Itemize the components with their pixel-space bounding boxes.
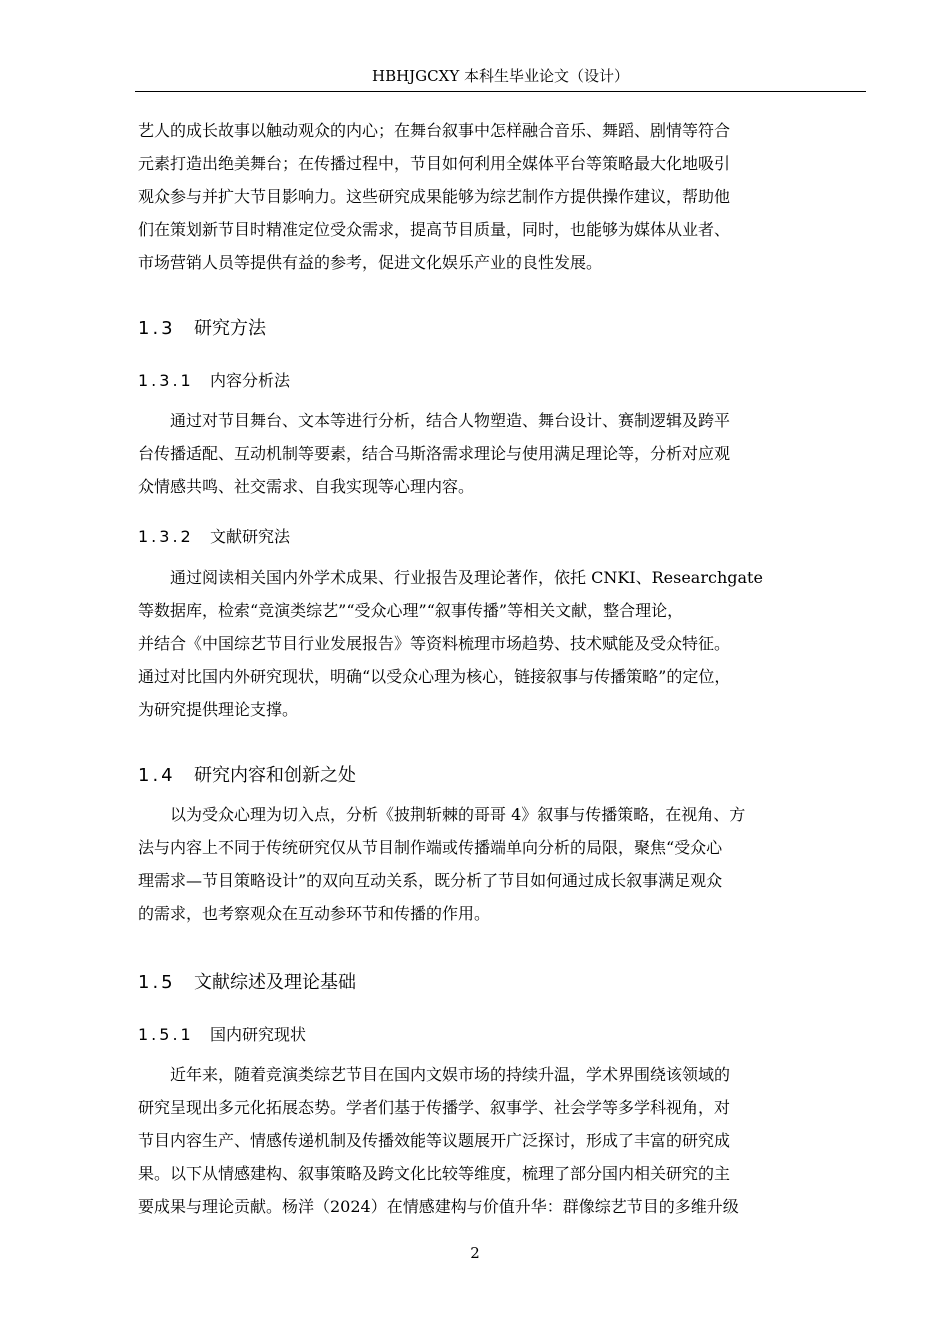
heading-text: 研究内容和创新之处 [194, 765, 356, 786]
text-line: 通过对比国内外研究现状，明确“以受众心理为核心，链接叙事与传播策略”的定位， [138, 667, 731, 686]
text-line: 通过对节目舞台、文本等进行分析，结合人物塑造、舞台设计、赛制逻辑及跨平 [170, 411, 731, 430]
text-line: 要成果与理论贡献。杨洋（2024）在情感建构与价值升华：群像综艺节目的多维升级 [138, 1197, 739, 1216]
heading-text: 文献综述及理论基础 [194, 972, 356, 993]
heading-number: 1.3 [138, 318, 176, 339]
text-line: 等数据库，检索“竞演类综艺”“受众心理”“叙事传播”等相关文献，整合理论， [138, 601, 684, 620]
paragraph-research-content [138, 798, 862, 930]
header-rule [135, 91, 866, 92]
heading-1-3 [138, 317, 266, 341]
heading-number: 1.3.2 [138, 527, 194, 546]
heading-text: 内容分析法 [210, 371, 291, 390]
heading-number: 1.4 [138, 765, 176, 786]
heading-1-4 [138, 764, 356, 788]
text-line: 以为受众心理为切入点，分析《披荆斩棘的哥哥 4》叙事与传播策略，在视角、方 [170, 805, 746, 824]
text-line: 节目内容生产、情感传递机制及传播效能等议题展开广泛探讨，形成了丰富的研究成 [138, 1131, 731, 1150]
heading-text: 国内研究现状 [210, 1025, 307, 1044]
page-header: HBHJGCXY 本科生毕业论文（设计） [371, 67, 629, 85]
text-line: 为研究提供理论支撑。 [138, 700, 299, 719]
heading-number: 1.3.1 [138, 371, 194, 390]
text-line: 并结合《中国综艺节目行业发展报告》等资料梳理市场趋势、技术赋能及受众特征。 [138, 634, 731, 653]
text-line: 近年来，随着竞演类综艺节目在国内文娱市场的持续升温，学术界围绕该领域的 [170, 1065, 731, 1084]
heading-number: 1.5.1 [138, 1025, 194, 1044]
text-line: 研究呈现出多元化拓展态势。学者们基于传播学、叙事学、社会学等多学科视角，对 [138, 1098, 731, 1117]
paragraph-domestic-research [138, 1058, 862, 1223]
text-line: 果。以下从情感建构、叙事策略及跨文化比较等维度，梳理了部分国内相关研究的主 [138, 1164, 731, 1183]
paragraph-continuation [138, 114, 862, 279]
text-line: 市场营销人员等提供有益的参考，促进文化娱乐产业的良性发展。 [138, 253, 603, 272]
text-line: 的需求，也考察观众在互动参环节和传播的作用。 [138, 904, 491, 923]
text-line: 艺人的成长故事以触动观众的内心；在舞台叙事中怎样融合音乐、舞蹈、剧情等符合 [138, 121, 731, 140]
heading-1-3-2 [138, 526, 290, 548]
heading-number: 1.5 [138, 972, 176, 993]
heading-text: 文献研究法 [210, 527, 291, 546]
text-line: 通过阅读相关国内外学术成果、行业报告及理论著作，依托 CNKI、Researchgate [170, 568, 763, 587]
heading-1-5 [138, 971, 356, 995]
paragraph-literature-method [138, 561, 862, 726]
text-line: 台传播适配、互动机制等要素，结合马斯洛需求理论与使用满足理论等，分析对应观 [138, 444, 731, 463]
page-number: 2 [470, 1244, 480, 1262]
text-line: 们在策划新节目时精准定位受众需求，提高节目质量，同时，也能够为媒体从业者、 [138, 220, 731, 239]
text-line: 观众参与并扩大节目影响力。这些研究成果能够为综艺制作方提供操作建议，帮助他 [138, 187, 731, 206]
heading-1-5-1 [138, 1024, 306, 1046]
text-line: 众情感共鸣、社交需求、自我实现等心理内容。 [138, 477, 475, 496]
heading-text: 研究方法 [194, 318, 266, 339]
heading-1-3-1 [138, 370, 290, 392]
text-line: 理需求—节目策略设计”的双向互动关系，既分析了节目如何通过成长叙事满足观众 [138, 871, 723, 890]
text-line: 法与内容上不同于传统研究仅从节目制作端或传播端单向分析的局限，聚焦“受众心 [138, 838, 723, 857]
paragraph-content-analysis [138, 404, 862, 503]
text-line: 元素打造出绝美舞台；在传播过程中，节目如何利用全媒体平台等策略最大化地吸引 [138, 154, 731, 173]
